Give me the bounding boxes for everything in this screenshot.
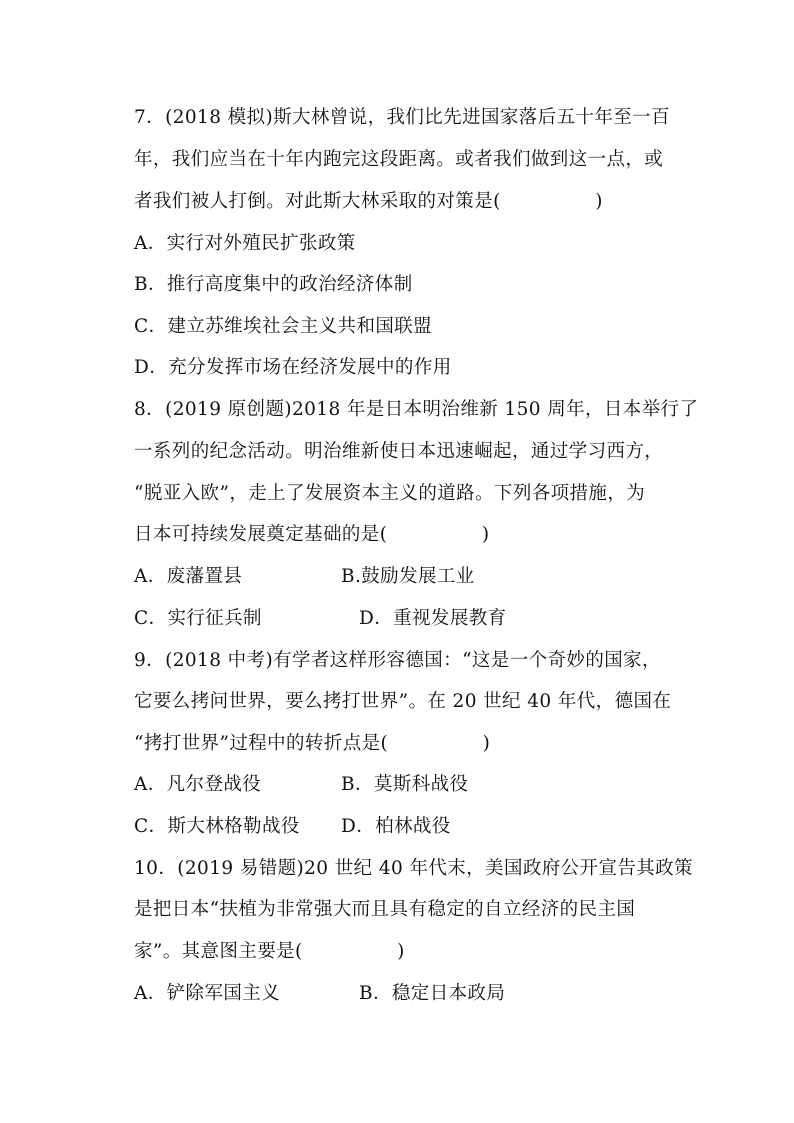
q9-option-b: B．莫斯科战役 — [341, 774, 469, 795]
q10-option-a: A．铲除军国主义 — [134, 983, 281, 1004]
q8-stem-line-3: “脱亚入欧”，走上了发展资本主义的道路。下列各项措施，为 — [134, 483, 646, 504]
q7-option-b: B．推行高度集中的政治经济体制 — [134, 274, 413, 295]
q8-stem-line-4: 日本可持续发展奠定基础的是( ) — [134, 524, 490, 545]
q9-stem-line-1: 9．(2018 中考)有学者这样形容德国：“这是一个奇妙的国家， — [134, 650, 661, 671]
q9-option-d: D．柏林战役 — [341, 816, 451, 837]
q7-option-c: C．建立苏维埃社会主义共和国联盟 — [134, 316, 433, 337]
q7-stem-line-3: 者我们被人打倒。对此斯大林采取的对策是( ) — [134, 191, 603, 212]
q8-stem-line-1: 8．(2019 原创题)2018 年是日本明治维新 150 周年，日本举行了 — [134, 399, 699, 420]
q9-option-c: C．斯大林格勒战役 — [134, 816, 300, 837]
q8-option-c: C．实行征兵制 — [134, 608, 262, 629]
q8-option-a: A．废藩置县 — [134, 566, 243, 587]
q10-option-b: B．稳定日本政局 — [359, 983, 506, 1004]
q7-option-d: D．充分发挥市场在经济发展中的作用 — [134, 357, 452, 378]
q9-option-a: A．凡尔登战役 — [134, 774, 262, 795]
q8-stem-line-2: 一系列的纪念活动。明治维新使日本迅速崛起，通过学习西方， — [134, 441, 664, 462]
q7-stem-line-1: 7．(2018 模拟)斯大林曾说，我们比先进国家落后五十年至一百 — [134, 107, 670, 128]
q8-option-b: B.鼓励发展工业 — [341, 566, 475, 587]
q7-option-a: A．实行对外殖民扩张政策 — [134, 233, 356, 254]
q10-stem-line-2: 是把日本“扶植为非常强大而且具有稳定的自立经济的民主国 — [134, 899, 636, 920]
q10-stem-line-1: 10．(2019 易错题)20 世纪 40 年代末，美国政府公开宣告其政策 — [134, 858, 693, 879]
q9-stem-line-3: “拷打世界”过程中的转折点是( ) — [134, 733, 491, 754]
q8-option-d: D．重视发展教育 — [359, 608, 507, 629]
q10-stem-line-3: 家”。其意图主要是( ) — [134, 941, 405, 962]
q7-stem-line-2: 年，我们应当在十年内跑完这段距离。或者我们做到这一点，或 — [134, 149, 664, 170]
q9-stem-line-2: 它要么拷问世界，要么拷打世界”。在 20 世纪 40 年代，德国在 — [134, 691, 672, 712]
